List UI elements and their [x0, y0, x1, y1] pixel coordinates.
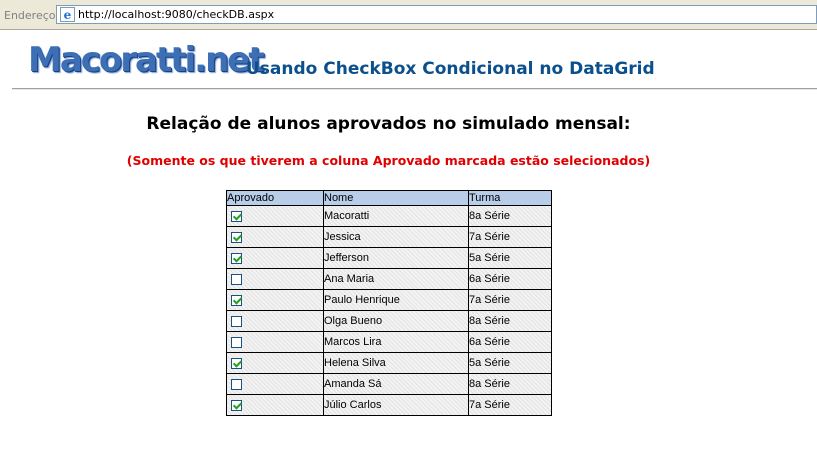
nome-cell: Paulo Henrique — [324, 290, 469, 311]
table-row — [227, 395, 552, 416]
aprovado-checkbox[interactable] — [231, 274, 242, 285]
turma-cell: 8a Série — [469, 374, 552, 395]
turma-cell: 8a Série — [469, 206, 552, 227]
header-divider — [12, 88, 817, 90]
turma-cell: 6a Série — [469, 269, 552, 290]
table-row — [227, 332, 552, 353]
turma-cell: 6a Série — [469, 332, 552, 353]
students-datagrid — [226, 190, 552, 416]
aprovado-checkbox[interactable] — [231, 295, 242, 306]
nome-cell: Jessica — [324, 227, 469, 248]
address-input[interactable] — [56, 5, 817, 24]
aprovado-cell — [227, 206, 324, 227]
nome-cell: Júlio Carlos — [324, 395, 469, 416]
aprovado-cell — [227, 290, 324, 311]
svg-text:e: e — [63, 8, 72, 22]
table-row — [227, 353, 552, 374]
column-header-nome: Nome — [324, 191, 469, 206]
table-row — [227, 374, 552, 395]
column-header-turma: Turma — [469, 191, 552, 206]
aprovado-cell — [227, 332, 324, 353]
turma-cell: 7a Série — [469, 290, 552, 311]
grid-body — [227, 206, 552, 416]
address-bar — [0, 0, 817, 30]
logo-text: Macoratti.net — [28, 40, 263, 80]
logo — [28, 40, 263, 80]
aprovado-cell — [227, 248, 324, 269]
table-row — [227, 227, 552, 248]
aprovado-checkbox[interactable] — [231, 316, 242, 327]
page-heading: Relação de alunos aprovados no simulado mensal: — [146, 114, 631, 134]
turma-cell: 7a Série — [469, 395, 552, 416]
aprovado-checkbox[interactable] — [231, 211, 242, 222]
aprovado-checkbox[interactable] — [231, 358, 242, 369]
turma-cell: 7a Série — [469, 227, 552, 248]
aprovado-cell — [227, 227, 324, 248]
aprovado-cell — [227, 395, 324, 416]
nome-cell: Macoratti — [324, 206, 469, 227]
nome-cell: Amanda Sá — [324, 374, 469, 395]
turma-cell: 5a Série — [469, 353, 552, 374]
nome-cell: Helena Silva — [324, 353, 469, 374]
subheading-note: (Somente os que tiverem a coluna Aprovado marcada estão selecionados) — [126, 153, 651, 168]
table-row — [227, 290, 552, 311]
table-row — [227, 206, 552, 227]
header-title: Usando CheckBox Condicional no DataGrid — [246, 59, 655, 79]
nome-cell: Olga Bueno — [324, 311, 469, 332]
aprovado-checkbox[interactable] — [231, 400, 242, 411]
aprovado-cell — [227, 311, 324, 332]
address-label: Endereço — [4, 9, 56, 22]
aprovado-cell — [227, 269, 324, 290]
column-header-aprovado: Aprovado — [227, 191, 324, 206]
aprovado-checkbox[interactable] — [231, 253, 242, 264]
turma-cell: 8a Série — [469, 311, 552, 332]
ie-page-icon — [60, 7, 75, 22]
aprovado-checkbox[interactable] — [231, 379, 242, 390]
table-row — [227, 248, 552, 269]
aprovado-cell — [227, 374, 324, 395]
aprovado-checkbox[interactable] — [231, 337, 242, 348]
table-row — [227, 269, 552, 290]
aprovado-checkbox[interactable] — [231, 232, 242, 243]
turma-cell: 5a Série — [469, 248, 552, 269]
aprovado-cell — [227, 353, 324, 374]
nome-cell: Marcos Lira — [324, 332, 469, 353]
nome-cell: Jefferson — [324, 248, 469, 269]
grid-header-row — [227, 191, 552, 206]
nome-cell: Ana Maria — [324, 269, 469, 290]
url-text: http://localhost:9080/checkDB.aspx — [78, 8, 275, 21]
table-row — [227, 311, 552, 332]
